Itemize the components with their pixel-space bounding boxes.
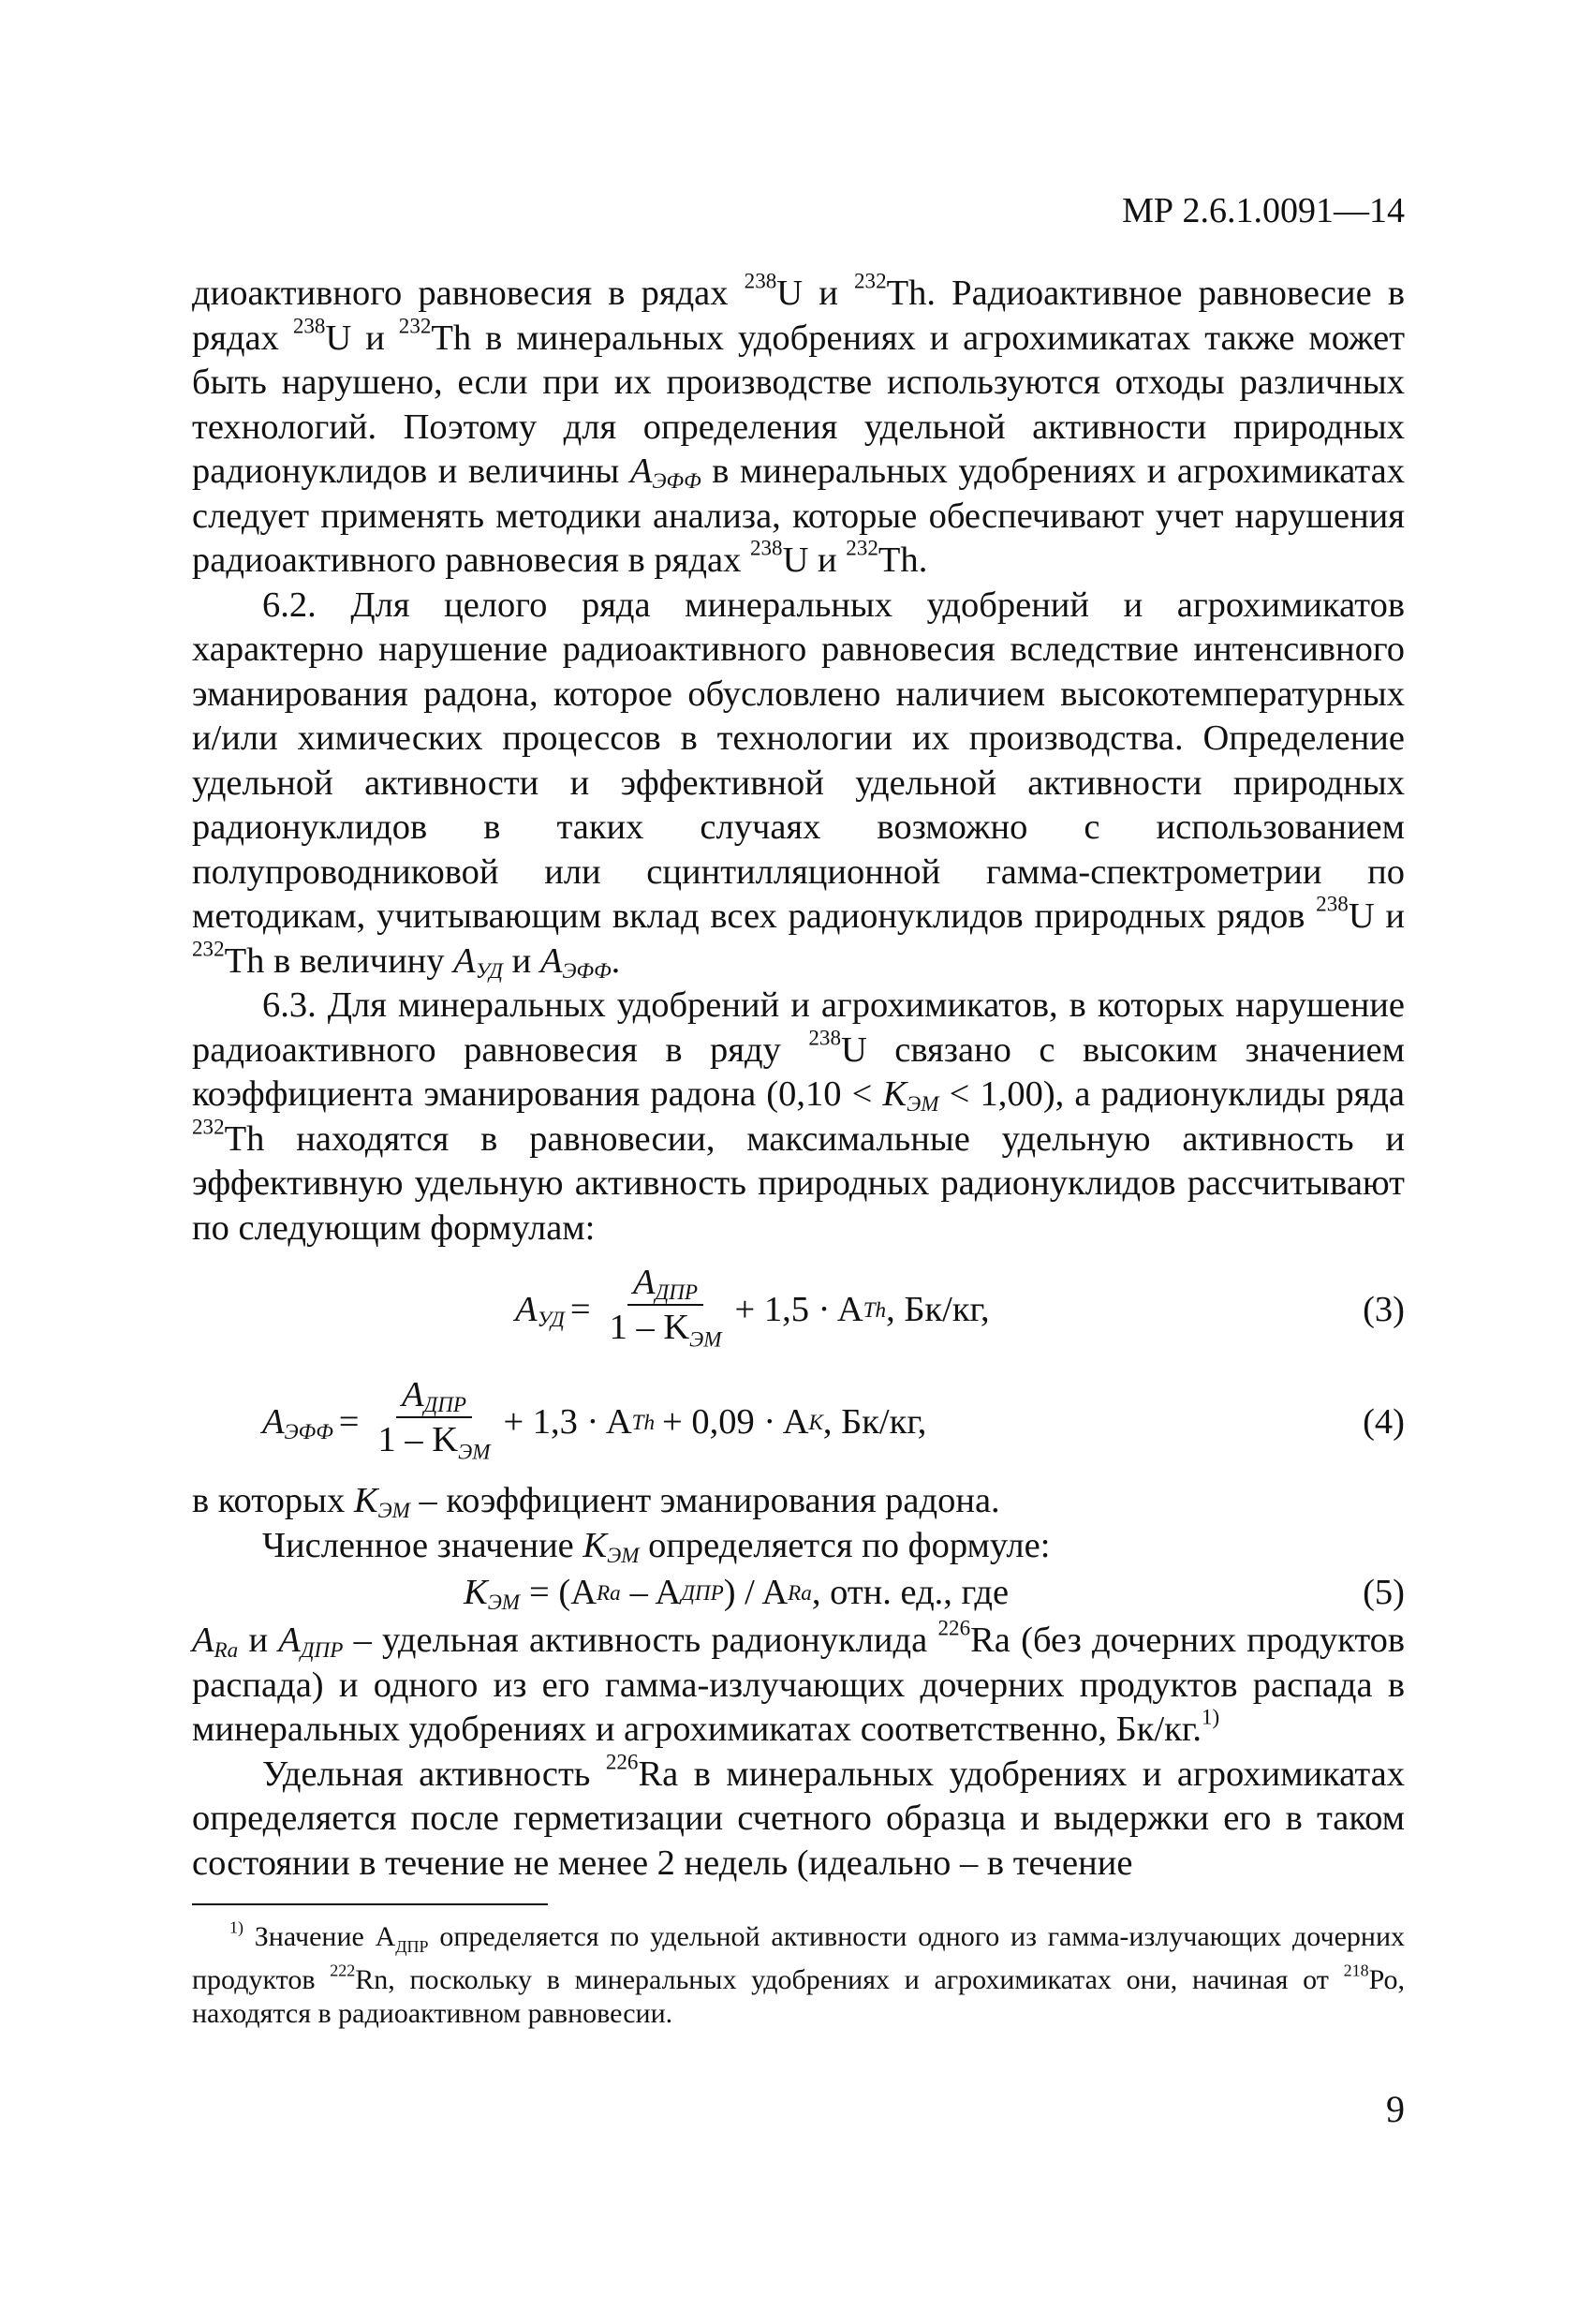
paragraph-numeric-intro: Численное значение $K_{ЭМ}$ определяется по формуле: <box>262 1525 1051 1567</box>
equation-number-4: (4) <box>1363 1402 1405 1443</box>
equation-number-5: (5) <box>1363 1573 1405 1613</box>
footnote-separator <box>192 1903 548 1905</box>
equation-number-3: (3) <box>1363 1290 1405 1330</box>
formula-5: $K_{ЭМ}$ = (A Ra – A ДПР ) / A Ra , отн. ед., где (5) <box>192 1568 1405 1619</box>
var-a-eff: $A_{ЭФФ}$ <box>629 451 701 493</box>
paragraph-6-3: 6.3. Для минеральных удобрений и агрохимикатов, в которых нарушение радиоактивного равновесия в ряду $^{238}$U связано с высоким значением коэффициента эманирования радона $(0,10 < K_{ЭМ} < 1,00)$, а радионуклиды ряда $^{232}$Th находятся в равновесии, максимальные удельную активность и эффективную удельную активность природных радионуклидов рассчитывают по следующим формулам: <box>192 985 1406 1248</box>
footnote-reference[interactable]: 1) <box>1201 1704 1220 1729</box>
var-a-ud: $A_{УД}$ <box>453 940 503 983</box>
paragraph-k-em-definition: в которых $K_{ЭМ}$ – коэффициент эманирования радона. <box>192 1481 1000 1522</box>
formula-4: $A_{ЭФФ}$ = $\frac{A_{ДПР}}{1 - K_{ЭМ}}$ + 1,3 · A Th + 0,09 · A К , Бк/кг, (4) <box>192 1370 1405 1475</box>
document-code-header: МР 2.6.1.0091—14 <box>1122 191 1405 230</box>
var-k-em: $K_{ЭМ}$ <box>583 1525 640 1567</box>
var-a-eff: $A_{ЭФФ}$ <box>539 940 612 983</box>
section-number-6-3: 6.3. <box>262 985 317 1025</box>
fraction: $\frac{A_{ДПР}}{1 - K_{ЭМ}}$ <box>377 1374 491 1464</box>
var-k-em: $K_{ЭМ}$ <box>882 1074 939 1116</box>
var-a-dpr: $A_{ДПР}$ <box>278 1621 344 1662</box>
main-text <box>192 268 1406 1886</box>
var-k-em: $K_{ЭМ}$ <box>353 1481 410 1522</box>
paragraph-a-ra-definition: $A_{Ra}$ и $A_{ДПР}$ – удельная активность радионуклида $^{226}$Ra (без дочерних продуктов распада) и одного из его гамма-излучающих дочерних продуктов распада в минеральных удобрениях и агрохимикатах соответственно, Бк/кг.$^{1)}$ <box>192 1615 1406 1749</box>
var-a-ra: $A_{Ra}$ <box>192 1621 239 1662</box>
section-number-6-2: 6.2. <box>262 585 317 625</box>
paragraph-continuation: диоактивного равновесия в рядах $^{238}$U и $^{232}$Th. Радиоактивное равновесие в рядах $^{238}$U и $^{232}$Th в минеральных удобрениях и агрохимикатах также может быть нарушено, если при их производстве используются отходы различных технологий. Поэтому для определения удельной активности природных радионуклидов и величины $A_{ЭФФ}$ в минеральных удобрениях и агрохимикатах следует применять методики анализа, которые обеспечивают учет нарушения радиоактивного равновесия в рядах $^{238}$U и $^{232}$Th. <box>192 268 1406 580</box>
page-number: 9 <box>1386 2088 1405 2130</box>
footnote-marker: 1) <box>229 1917 243 1937</box>
paragraph-ra-activity: Удельная активность $^{226}$Ra в минеральных удобрениях и агрохимикатах определяется после герметизации счетного образца и выдержки его в таком состоянии в течение не менее 2 недель (идеально – в течение <box>192 1749 1406 1883</box>
footnote: $^{1)}$ Значение $A_{ДПР}$ определяется по удельной активности одного из гамма-излучающих дочерних продуктов $^{222}$Rn, поскольку в минеральных удобрениях и агрохимикатах они, начиная от $^{218}$Ро, находятся в радиоактивном равновесии. <box>192 1917 1406 2029</box>
formula-3: $A_{УД}$ = $\frac{A_{ДПР}}{1 - K_{ЭМ}}$ + 1,5 · A Th , Бк/кг, (3) <box>192 1258 1405 1363</box>
paragraph-6-2: 6.2. Для целого ряда минеральных удобрений и агрохимикатов характерно нарушение радиоактивного равновесия вследствие интенсивного эманирования радона, которое обусловлено наличием высокотемпературных и/или химических процессов в технологии их производства. Определение удельной активности и эффективной удельной активности природных радионуклидов в таких случаях возможно с использованием полупроводниковой или сцинтилляционной гамма-спектрометрии по методикам, учитывающим вклад всех радионуклидов природных рядов $^{238}$U и $^{232}$Th в величину $A_{УД}$ и $A_{ЭФФ}$. <box>192 585 1406 983</box>
fraction: $\frac{A_{ДПР}}{1 - K_{ЭМ}}$ <box>609 1262 722 1352</box>
